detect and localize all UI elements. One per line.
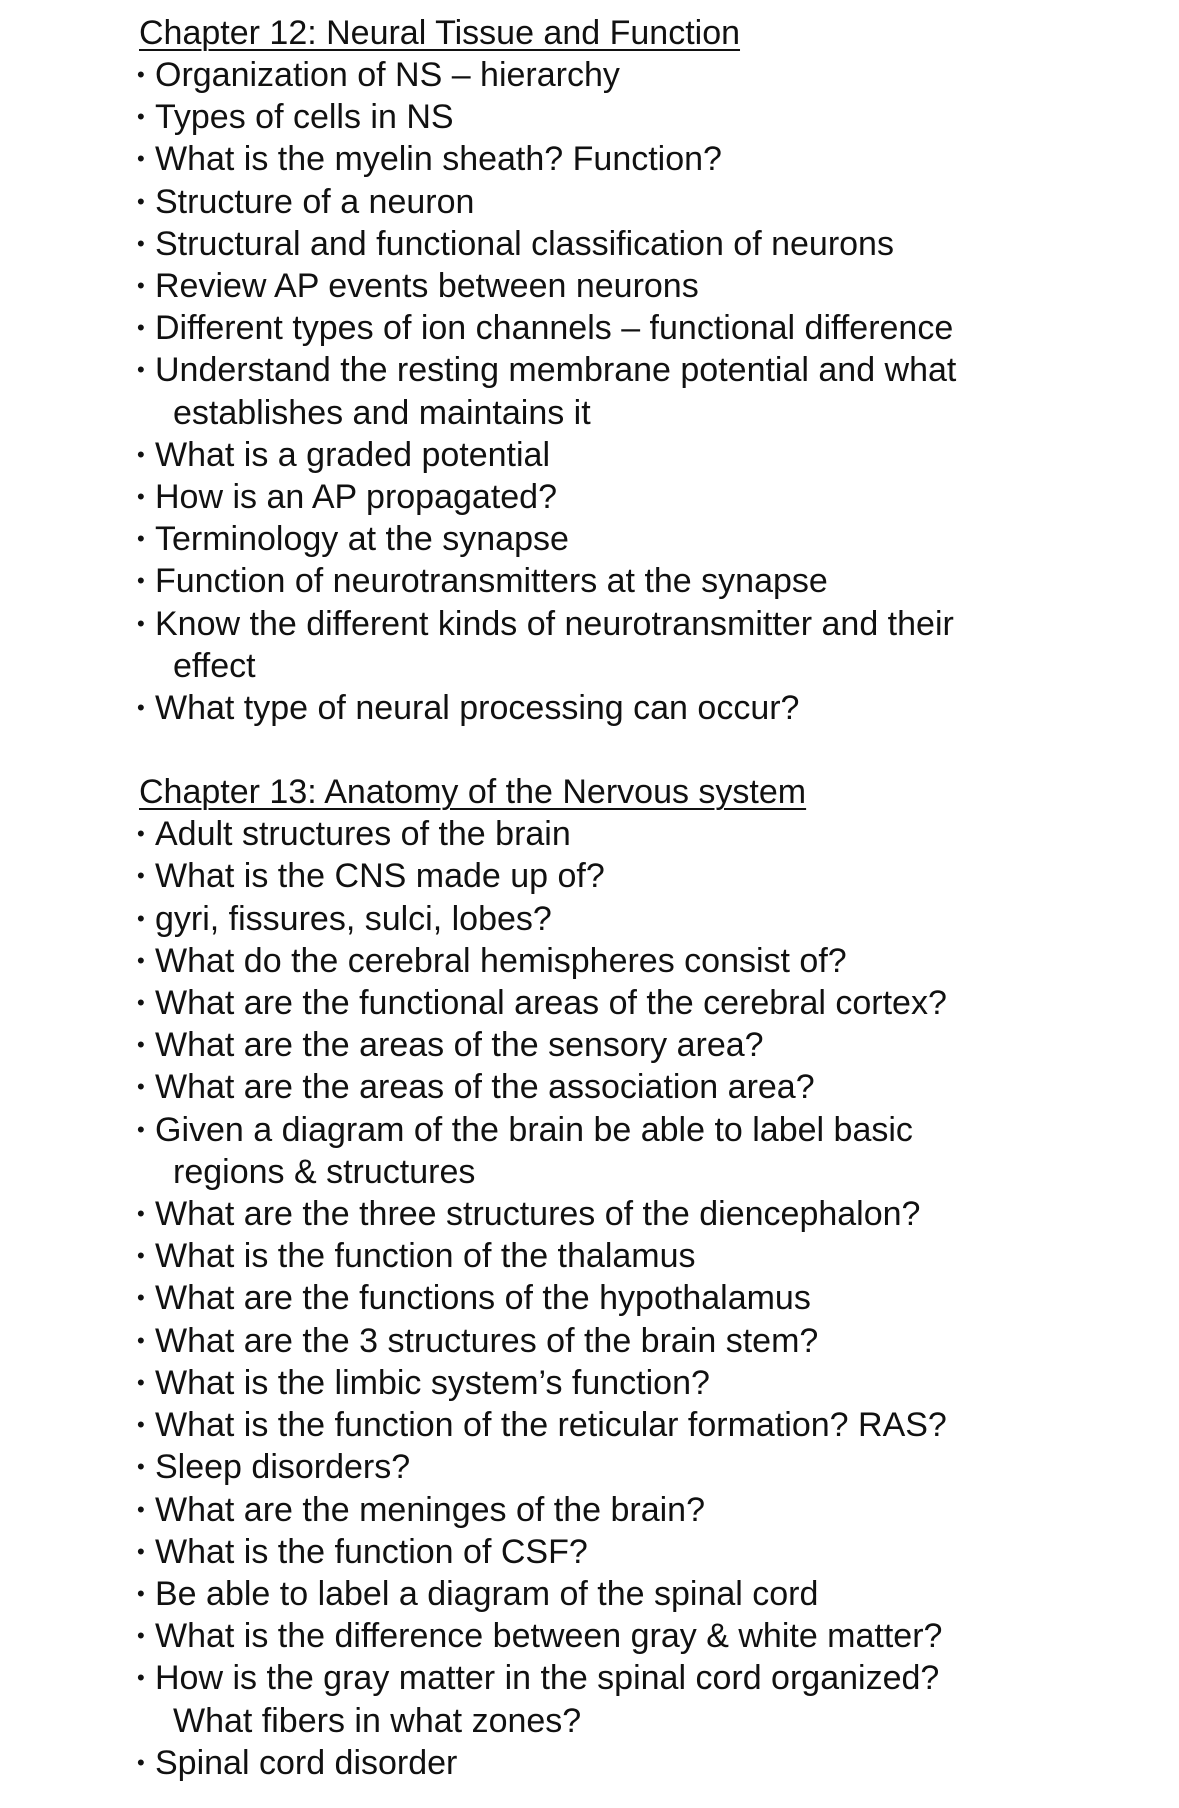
list-item xyxy=(139,982,1139,1024)
bullet-icon: • xyxy=(137,905,145,931)
list-item xyxy=(139,181,1139,223)
item-text: What is the function of CSF? xyxy=(155,1532,588,1571)
bullet-icon: • xyxy=(137,62,145,87)
list-item xyxy=(139,265,1139,307)
bullet-icon: • xyxy=(137,230,145,256)
bullet-icon: • xyxy=(137,1243,145,1269)
item-text: What is the function of the thalamus xyxy=(155,1237,696,1276)
item-text: Organization of NS – hierarchy xyxy=(155,56,620,94)
list-item xyxy=(139,603,1139,687)
item-text: How is an AP propagated? xyxy=(155,478,557,517)
list-item xyxy=(139,560,1139,602)
item-text-continued: effect xyxy=(173,646,256,685)
list-item xyxy=(139,1109,1139,1193)
item-text: Given a diagram of the brain be able to label basic xyxy=(155,1110,913,1149)
item-text-continued: establishes and maintains it xyxy=(173,393,591,432)
item-text: What is the limbic system’s function? xyxy=(155,1363,710,1402)
list-item xyxy=(139,1489,1139,1531)
item-text: Be able to label a diagram of the spinal cord xyxy=(155,1574,819,1613)
item-text: How is the gray matter in the spinal cord organized? xyxy=(155,1659,940,1698)
item-text: Sleep disorders? xyxy=(155,1448,411,1487)
bullet-icon: • xyxy=(137,1665,145,1691)
bullet-icon: • xyxy=(137,484,145,510)
list-item xyxy=(139,138,1139,180)
bullet-icon: • xyxy=(137,1369,145,1395)
bullet-icon: • xyxy=(137,1496,145,1522)
bullet-icon: • xyxy=(137,1327,145,1353)
item-text: Review AP events between neurons xyxy=(155,267,699,306)
item-text: Structural and functional classification of neurons xyxy=(155,224,894,263)
list-item xyxy=(139,1320,1139,1362)
item-text: What are the 3 structures of the brain stem? xyxy=(155,1321,819,1360)
list-item xyxy=(139,940,1139,982)
chapter-13-title: Chapter 13: Anatomy of the Nervous system xyxy=(139,773,807,812)
list-item xyxy=(139,813,1139,855)
list-item xyxy=(139,1742,1139,1784)
study-guide-page xyxy=(139,12,1139,1784)
bullet-icon: • xyxy=(137,947,145,973)
bullet-icon: • xyxy=(137,526,145,552)
item-text-continued: regions & structures xyxy=(173,1152,476,1191)
bullet-icon: • xyxy=(137,357,145,383)
item-text: What do the cerebral hemispheres consist of? xyxy=(155,941,847,980)
list-item xyxy=(139,54,1139,96)
bullet-icon: • xyxy=(137,1201,145,1227)
bullet-icon: • xyxy=(137,188,145,214)
item-text: Structure of a neuron xyxy=(155,182,475,221)
bullet-icon: • xyxy=(137,863,145,889)
item-text: Terminology at the synapse xyxy=(155,520,569,559)
item-text: What is the difference between gray & white matter? xyxy=(155,1617,943,1656)
list-item xyxy=(139,1446,1139,1488)
bullet-icon: • xyxy=(137,990,145,1016)
item-text-continued: What fibers in what zones? xyxy=(173,1701,582,1740)
bullet-icon: • xyxy=(137,315,145,341)
item-text: What are the functions of the hypothalamus xyxy=(155,1279,811,1318)
list-item xyxy=(139,1066,1139,1108)
item-text: What is the CNS made up of? xyxy=(155,857,605,896)
item-text: What is the myelin sheath? Function? xyxy=(155,140,722,179)
list-item xyxy=(139,518,1139,560)
item-text: What is the function of the reticular formation? RAS? xyxy=(155,1406,947,1445)
list-item xyxy=(139,898,1139,940)
item-text: Function of neurotransmitters at the synapse xyxy=(155,562,828,601)
bullet-icon: • xyxy=(137,1454,145,1480)
item-text: What is a graded potential xyxy=(155,435,551,474)
bullet-icon: • xyxy=(137,1412,145,1438)
bullet-icon: • xyxy=(137,1749,145,1775)
list-item xyxy=(139,687,1139,729)
list-item xyxy=(139,1193,1139,1235)
chapter-13-list xyxy=(139,813,1139,1784)
bullet-icon: • xyxy=(137,1538,145,1564)
bullet-icon: • xyxy=(137,104,145,130)
bullet-icon: • xyxy=(137,1623,145,1649)
list-item xyxy=(139,1531,1139,1573)
list-item xyxy=(139,223,1139,265)
list-item xyxy=(139,434,1139,476)
item-text: What are the meninges of the brain? xyxy=(155,1490,705,1529)
item-text: What are the functional areas of the cerebral cortex? xyxy=(155,984,947,1023)
item-text: gyri, fissures, sulci, lobes? xyxy=(155,899,552,938)
item-text: Spinal cord disorder xyxy=(155,1743,458,1782)
bullet-icon: • xyxy=(137,1285,145,1311)
list-item xyxy=(139,1362,1139,1404)
bullet-icon: • xyxy=(137,1032,145,1058)
item-text: Know the different kinds of neurotransmitter and their xyxy=(155,604,954,643)
item-text: What type of neural processing can occur? xyxy=(155,689,800,728)
chapter-12-list xyxy=(139,54,1139,729)
bullet-icon: • xyxy=(137,1580,145,1606)
item-text: What are the three structures of the diencephalon? xyxy=(155,1195,921,1234)
list-item xyxy=(139,1277,1139,1319)
bullet-icon: • xyxy=(137,1074,145,1100)
list-item xyxy=(139,96,1139,138)
bullet-icon: • xyxy=(137,610,145,636)
list-item xyxy=(139,307,1139,349)
list-item xyxy=(139,1573,1139,1615)
chapter-12-title: Chapter 12: Neural Tissue and Function xyxy=(139,14,741,52)
list-item xyxy=(139,1615,1139,1657)
list-item xyxy=(139,1024,1139,1066)
item-text: What are the areas of the association area? xyxy=(155,1068,815,1107)
bullet-icon: • xyxy=(137,273,145,299)
list-item xyxy=(139,1657,1139,1741)
bullet-icon: • xyxy=(137,146,145,172)
list-item xyxy=(139,476,1139,518)
bullet-icon: • xyxy=(137,821,145,847)
list-item xyxy=(139,349,1139,433)
bullet-icon: • xyxy=(137,695,145,721)
bullet-icon: • xyxy=(137,441,145,467)
list-item xyxy=(139,1235,1139,1277)
section-spacer xyxy=(139,729,1139,771)
item-text: What are the areas of the sensory area? xyxy=(155,1026,764,1065)
item-text: Adult structures of the brain xyxy=(155,815,571,854)
bullet-icon: • xyxy=(137,568,145,594)
item-text: Types of cells in NS xyxy=(155,98,454,137)
list-item xyxy=(139,855,1139,897)
item-text: Different types of ion channels – functional difference xyxy=(155,309,954,348)
bullet-icon: • xyxy=(137,1116,145,1142)
list-item xyxy=(139,1404,1139,1446)
item-text: Understand the resting membrane potential and what xyxy=(155,351,957,390)
